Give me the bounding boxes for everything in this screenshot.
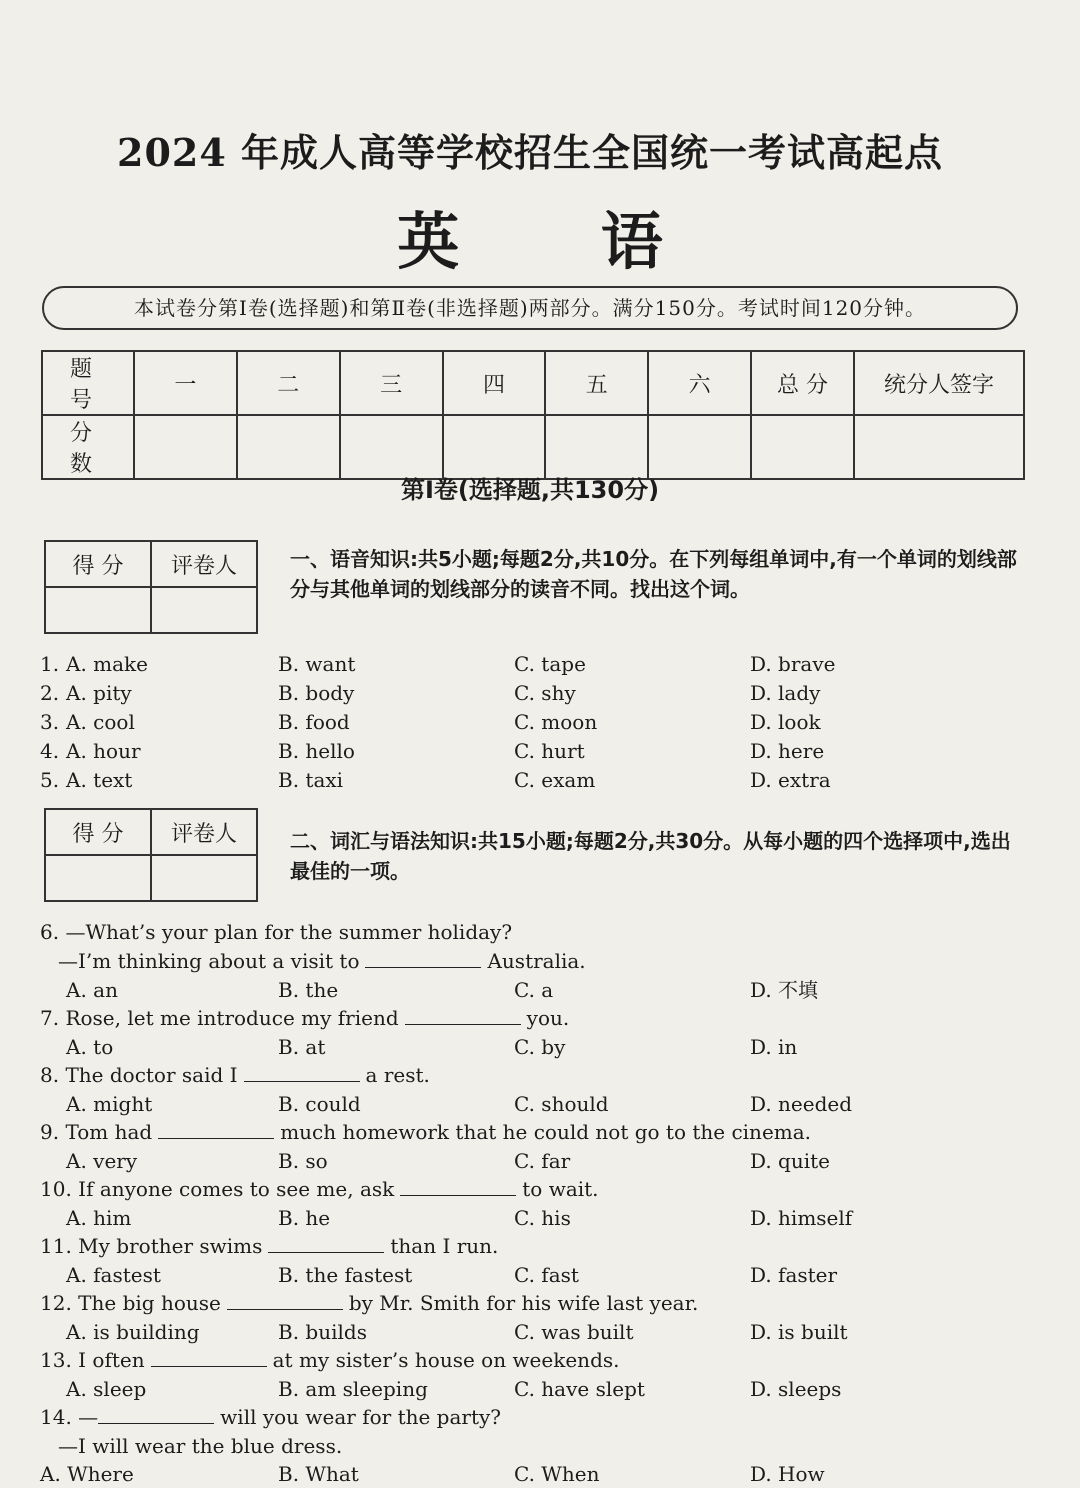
question-stem — [40, 1175, 599, 1203]
stem-text: much homework that he could not go to the cinema. — [280, 1120, 812, 1144]
question-number: 4. — [40, 739, 60, 763]
option-c[interactable]: C. was built — [514, 1320, 634, 1344]
stem-text: 10. If anyone comes to see me, ask — [40, 1177, 395, 1201]
option-a[interactable]: A. make — [66, 652, 149, 676]
score-cell: 分 数 — [42, 415, 134, 479]
option-b[interactable]: B. at — [278, 1035, 326, 1059]
options-row — [40, 976, 1040, 1004]
option-d[interactable]: D. faster — [750, 1263, 838, 1287]
grader-reviewer-label: 评卷人 — [151, 541, 257, 587]
option-b[interactable]: B. food — [278, 710, 350, 734]
option-b[interactable]: B. am sleeping — [278, 1377, 428, 1401]
grader-score-entry[interactable] — [45, 587, 151, 633]
answer-blank[interactable] — [244, 1061, 360, 1082]
score-table — [41, 350, 1025, 480]
question-row — [40, 737, 1040, 765]
question-stem — [40, 1004, 569, 1032]
stem-text: 14. — — [40, 1405, 99, 1429]
option-b[interactable]: B. could — [278, 1092, 361, 1116]
grader-score-label: 得 分 — [45, 541, 151, 587]
answer-blank[interactable] — [365, 947, 481, 968]
score-cell: 二 — [237, 351, 340, 415]
option-d[interactable]: D. brave — [750, 652, 836, 676]
score-cell: 六 — [648, 351, 751, 415]
answer-blank[interactable] — [400, 1175, 516, 1196]
option-b[interactable]: B. the — [278, 978, 339, 1002]
score-cell: 统分人签字 — [854, 351, 1024, 415]
options-row — [40, 1375, 1040, 1403]
option-b[interactable]: B. want — [278, 652, 356, 676]
options-row — [40, 1460, 1040, 1488]
exam-notice: 本试卷分第Ⅰ卷(选择题)和第Ⅱ卷(非选择题)两部分。满分150分。考试时间120分钟。 — [42, 286, 1018, 330]
option-a[interactable]: A. fastest — [66, 1263, 161, 1287]
subject-title: 英 语 — [397, 205, 723, 278]
options-row — [40, 1204, 1040, 1232]
answer-blank[interactable] — [151, 1346, 267, 1367]
question-number: 1. — [40, 652, 60, 676]
answer-blank[interactable] — [98, 1403, 214, 1424]
option-b[interactable]: B. the fastest — [278, 1263, 413, 1287]
option-a[interactable]: A. text — [66, 768, 133, 792]
option-a[interactable]: A. pity — [66, 681, 132, 705]
option-c[interactable]: C. tape — [514, 652, 586, 676]
option-a[interactable]: A. to — [66, 1035, 114, 1059]
option-d[interactable]: D. is built — [750, 1320, 848, 1344]
question-number: 3. — [40, 710, 60, 734]
option-d[interactable]: D. quite — [750, 1149, 830, 1173]
option-c[interactable]: C. should — [514, 1092, 609, 1116]
answer-blank[interactable] — [227, 1289, 343, 1310]
options-row — [40, 1318, 1040, 1346]
option-a[interactable]: A. might — [66, 1092, 153, 1116]
question-stem — [40, 1061, 430, 1089]
option-c[interactable]: C. When — [514, 1462, 600, 1486]
stem-text: than I run. — [390, 1234, 499, 1258]
option-d[interactable]: D. in — [750, 1035, 798, 1059]
option-b[interactable]: B. What — [278, 1462, 359, 1486]
option-d[interactable]: D. here — [750, 739, 825, 763]
stem-text: to wait. — [522, 1177, 599, 1201]
section1-instruction: 一、语音知识:共5小题;每题2分,共10分。在下列每组单词中,有一个单词的划线部分与其他单词的划线部分的读音不同。找出这个词。 — [290, 547, 1017, 601]
question-stem-line2: —I will wear the blue dress. — [58, 1434, 343, 1458]
option-a[interactable]: A. very — [66, 1149, 138, 1173]
option-a[interactable]: A. an — [66, 978, 118, 1002]
options-row — [40, 1090, 1040, 1118]
stem-text: by Mr. Smith for his wife last year. — [348, 1291, 699, 1315]
score-cell: 五 — [545, 351, 648, 415]
grader-box — [44, 808, 258, 902]
option-b[interactable]: B. so — [278, 1149, 328, 1173]
score-cell: 总 分 — [751, 351, 854, 415]
part1-title: 第Ⅰ卷(选择题,共130分) — [400, 476, 660, 504]
grader-score-label: 得 分 — [45, 809, 151, 855]
question-stem — [40, 1232, 498, 1260]
option-d[interactable]: D. 不填 — [750, 978, 819, 1002]
question-number: 2. — [40, 681, 60, 705]
score-cell: 题 号 — [42, 351, 134, 415]
option-a[interactable]: A. cool — [66, 710, 135, 734]
option-c[interactable]: C. far — [514, 1149, 571, 1173]
score-table-header-row — [42, 351, 1024, 415]
stem-text: 13. I often — [40, 1348, 145, 1372]
option-b[interactable]: B. hello — [278, 739, 355, 763]
exam-title: 2024 年成人高等学校招生全国统一考试高起点 — [117, 130, 943, 175]
stem-text: Australia. — [487, 949, 586, 973]
question-row — [40, 766, 1040, 794]
question-stem — [40, 1346, 620, 1374]
option-a[interactable]: A. is building — [66, 1320, 200, 1344]
option-c[interactable]: C. have slept — [514, 1377, 645, 1401]
stem-text: 7. Rose, let me introduce my friend — [40, 1006, 399, 1030]
option-c[interactable]: C. hurt — [514, 739, 585, 763]
option-a[interactable]: A. sleep — [66, 1377, 147, 1401]
question-row — [40, 679, 1040, 707]
grader-reviewer-entry[interactable] — [151, 587, 257, 633]
option-c[interactable]: C. exam — [514, 768, 596, 792]
question-row — [40, 708, 1040, 736]
options-row — [40, 1033, 1040, 1061]
stem-text: 9. Tom had — [40, 1120, 153, 1144]
question-stem: 6. —What’s your plan for the summer holiday? — [40, 920, 513, 944]
score-cell: 三 — [340, 351, 443, 415]
question-stem — [40, 1289, 698, 1317]
grader-reviewer-entry[interactable] — [151, 855, 257, 901]
answer-blank[interactable] — [405, 1004, 521, 1025]
stem-text: 8. The doctor said I — [40, 1063, 238, 1087]
option-d[interactable]: D. needed — [750, 1092, 853, 1116]
option-a[interactable]: A. hour — [66, 739, 141, 763]
option-c[interactable]: C. by — [514, 1035, 566, 1059]
question-number: 5. — [40, 768, 60, 792]
stem-text: will you wear for the party? — [220, 1405, 502, 1429]
option-c[interactable]: C. his — [514, 1206, 571, 1230]
option-c[interactable]: C. fast — [514, 1263, 579, 1287]
option-c[interactable]: C. shy — [514, 681, 576, 705]
section2-instruction: 二、词汇与语法知识:共15小题;每题2分,共30分。从每小题的四个选择项中,选出最佳的一项。 — [290, 829, 1011, 883]
options-row — [40, 1261, 1040, 1289]
option-b[interactable]: B. he — [278, 1206, 331, 1230]
grader-box — [44, 540, 258, 634]
option-c[interactable]: C. a — [514, 978, 554, 1002]
score-cell: 四 — [443, 351, 546, 415]
stem-text: 11. My brother swims — [40, 1234, 263, 1258]
stem-text: a rest. — [365, 1063, 430, 1087]
question-stem — [40, 1118, 811, 1146]
options-row — [40, 1147, 1040, 1175]
option-b[interactable]: B. taxi — [278, 768, 344, 792]
answer-blank[interactable] — [268, 1232, 384, 1253]
stem-text: 12. The big house — [40, 1291, 221, 1315]
question-row — [40, 650, 1040, 678]
option-d[interactable]: D. sleeps — [750, 1377, 842, 1401]
option-d[interactable]: D. extra — [750, 768, 831, 792]
option-d[interactable]: D. look — [750, 710, 821, 734]
stem-text: —I’m thinking about a visit to — [58, 949, 360, 973]
question-stem-line2 — [58, 947, 586, 975]
answer-blank[interactable] — [158, 1118, 274, 1139]
option-b[interactable]: B. builds — [278, 1320, 367, 1344]
option-a[interactable]: A. Where — [40, 1462, 134, 1486]
stem-text: you. — [526, 1006, 570, 1030]
grader-score-entry[interactable] — [45, 855, 151, 901]
question-stem — [40, 1403, 501, 1431]
option-c[interactable]: C. moon — [514, 710, 598, 734]
option-d[interactable]: D. lady — [750, 681, 821, 705]
option-b[interactable]: B. body — [278, 681, 355, 705]
score-cell: 一 — [134, 351, 237, 415]
option-d[interactable]: D. How — [750, 1462, 825, 1486]
stem-text: at my sister’s house on weekends. — [272, 1348, 620, 1372]
option-a[interactable]: A. him — [66, 1206, 132, 1230]
grader-reviewer-label: 评卷人 — [151, 809, 257, 855]
option-d[interactable]: D. himself — [750, 1206, 853, 1230]
